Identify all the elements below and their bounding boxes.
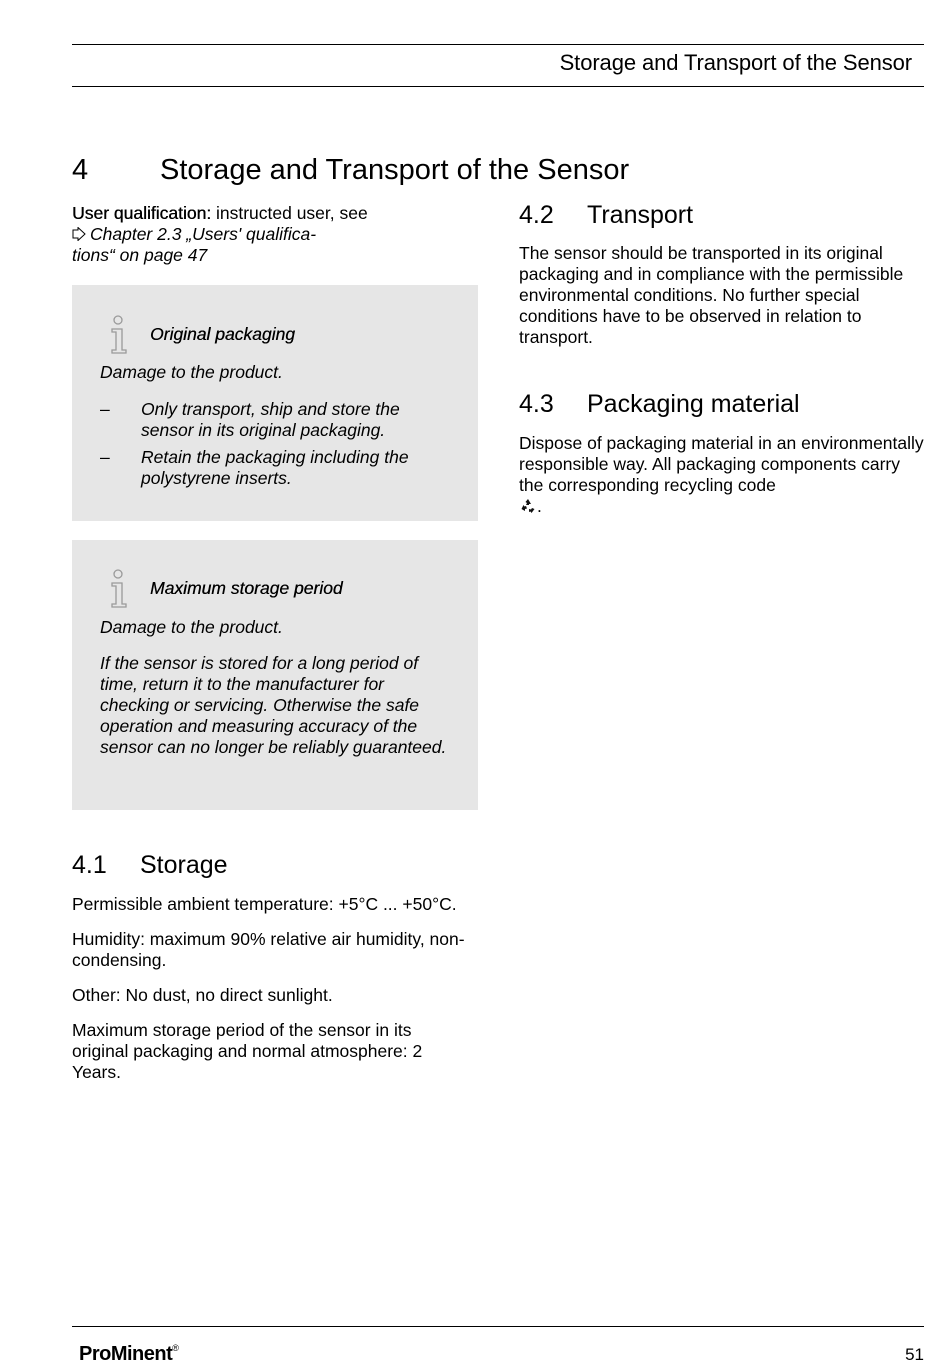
section-number: 4.1: [72, 851, 107, 879]
packaging-body: [519, 433, 924, 517]
page-number: 51: [905, 1345, 924, 1364]
section-heading-transport: [519, 201, 693, 230]
note-title: Original packaging: [150, 324, 295, 344]
note-maximum-storage-period: [72, 540, 478, 810]
info-icon: [108, 315, 130, 355]
section-title: Packaging material: [587, 390, 800, 418]
section-number: 4.3: [519, 390, 554, 418]
recycling-icon: [519, 497, 537, 515]
note-text: Damage to the product.: [100, 362, 283, 382]
list-item: – Only transport, ship and store the sensor in its original packaging.: [100, 399, 400, 440]
storage-body: [72, 894, 472, 1083]
header-rule-top: [72, 44, 924, 45]
transport-body: [519, 243, 924, 348]
transport-text: The sensor should be transported in its original packaging and in compliance with the permissible environmental conditions. No further special conditions have to be observed in relation to transport.: [519, 243, 904, 347]
note-text: Damage to the product.: [100, 617, 283, 637]
chapter-reference-link[interactable]: Chapter 2.3 „Users' qualifica- tions“ on page 47: [72, 224, 317, 265]
section-title: Transport: [587, 201, 694, 229]
storage-period: Maximum storage period of the sensor in its original packaging and normal atmosphere: 2 Years.: [72, 1020, 423, 1082]
note-original-packaging: [72, 285, 478, 521]
packaging-text: Dispose of packaging material in an environmentally responsible way. All packaging components carry the corresponding recycling code .: [519, 433, 924, 516]
storage-temperature: Permissible ambient temperature: +5°C ... +50°C.: [72, 894, 457, 914]
chapter-title: Storage and Transport of the Sensor: [160, 154, 630, 186]
chapter-number: 4: [72, 154, 89, 186]
list-item: – Retain the packaging including the polystyrene inserts.: [100, 447, 409, 488]
qualification-text: instructed user, see: [211, 203, 368, 223]
note-text-detail: If the sensor is stored for a long period of time, return it to the manufacturer for checking or servicing. Otherwise the safe operation and measuring accuracy of the sensor can no longer be reliably guaranteed.: [100, 653, 447, 757]
info-icon: [108, 569, 130, 609]
footer-rule: [72, 1326, 924, 1327]
section-heading-packaging: [519, 390, 800, 419]
running-header-title: Storage and Transport of the Sensor: [559, 50, 912, 75]
header-rule-bottom: [72, 86, 924, 87]
storage-humidity: Humidity: maximum 90% relative air humidity, non-condensing.: [72, 929, 465, 970]
section-heading-storage: [72, 851, 228, 880]
note-title: Maximum storage period: [150, 578, 343, 598]
qualification-label: User qualification:: [72, 203, 212, 223]
prominent-logo: ProMinent®: [79, 1343, 179, 1365]
user-qualification: [72, 203, 472, 266]
chapter-heading: [72, 154, 629, 187]
section-title: Storage: [140, 851, 228, 879]
storage-other: Other: No dust, no direct sunlight.: [72, 985, 333, 1005]
note-bullet-list: [100, 399, 448, 495]
cross-reference-arrow-icon: [72, 224, 90, 245]
section-number: 4.2: [519, 201, 554, 229]
